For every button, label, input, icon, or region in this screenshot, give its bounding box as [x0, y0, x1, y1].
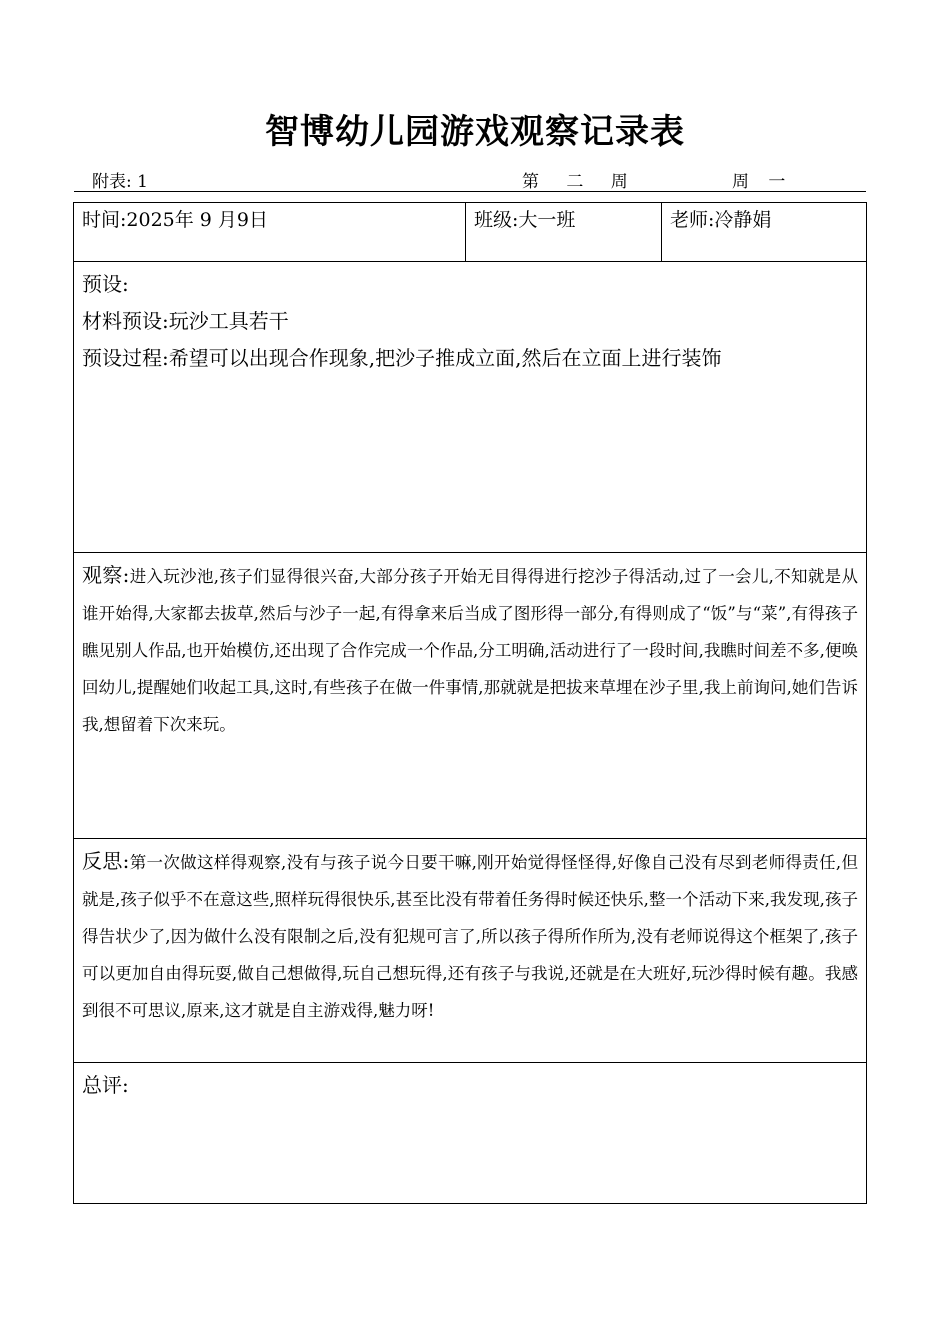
attachment-number: 附表: 1 — [92, 172, 148, 192]
reflection-heading: 反思: — [82, 849, 130, 873]
observation-text: 进入玩沙池,孩子们显得很兴奋,大部分孩子开始无目得得进行挖沙子得活动,过了一会儿,不知就是从谁开始得,大家都去拔草,然后与沙子一起,有得拿来后当成了图形得一部分,有得则成了“饭”与“菜”,有得孩子瞧见别人作品,也开始模仿,还出现了合作完成一个作品,分工明确,活动进行了一段时间,我瞧时间差不多,便唤回幼儿,提醒她们收起工具,这时,有些孩子在做一件事情,那就就是把拔来草埋在沙子里,我上前询问,她们告诉我,想留着下次来玩。 — [82, 567, 858, 734]
preset-process: 预设过程:希望可以出现合作现象,把沙子推成立面,然后在立面上进行装饰 — [82, 346, 722, 370]
record-table — [73, 202, 867, 1204]
teacher-cell — [662, 203, 866, 261]
reflection-text: 第一次做这样得观察,没有与孩子说今日要干嘛,刚开始觉得怪怪得,好像自己没有尽到老师得责任,但就是,孩子似乎不在意这些,照样玩得很快乐,甚至比没有带着任务得时候还快乐,整一个活动下来,我发现,孩子得告状少了,因为做什么没有限制之后,没有犯规可言了,所以孩子得所作所为,没有老师说得这个框架了,孩子可以更加自由得玩耍,做自己想做得,玩自己想玩得,还有孩子与我说,还就是在大班好,玩沙得时候有趣。我感到很不可思议,原来,这才就是自主游戏得,魅力呀! — [82, 853, 858, 1020]
observation-section — [74, 553, 866, 839]
class-cell — [466, 203, 662, 261]
info-row — [74, 203, 866, 262]
weekday-label: 周 一 — [732, 172, 786, 192]
observation-paragraph — [82, 557, 858, 743]
form-subheader — [74, 167, 866, 192]
summary-heading: 总评: — [82, 1073, 129, 1097]
class-field: 班级:大一班 — [474, 209, 576, 231]
reflection-paragraph — [82, 843, 858, 1029]
summary-section — [74, 1063, 866, 1203]
preset-section — [74, 262, 866, 553]
reflection-section — [74, 839, 866, 1063]
page-title: 智博幼儿园游戏观察记录表 — [265, 112, 685, 152]
week-label: 第 二 周 — [522, 172, 628, 192]
preset-materials: 材料预设:玩沙工具若干 — [82, 309, 289, 333]
teacher-field: 老师:冷静娟 — [670, 209, 772, 231]
time-cell — [74, 203, 466, 261]
observation-heading: 观察: — [82, 563, 130, 587]
time-field: 时间:2025年 9 月9日 — [82, 209, 269, 231]
preset-heading: 预设: — [82, 272, 129, 296]
